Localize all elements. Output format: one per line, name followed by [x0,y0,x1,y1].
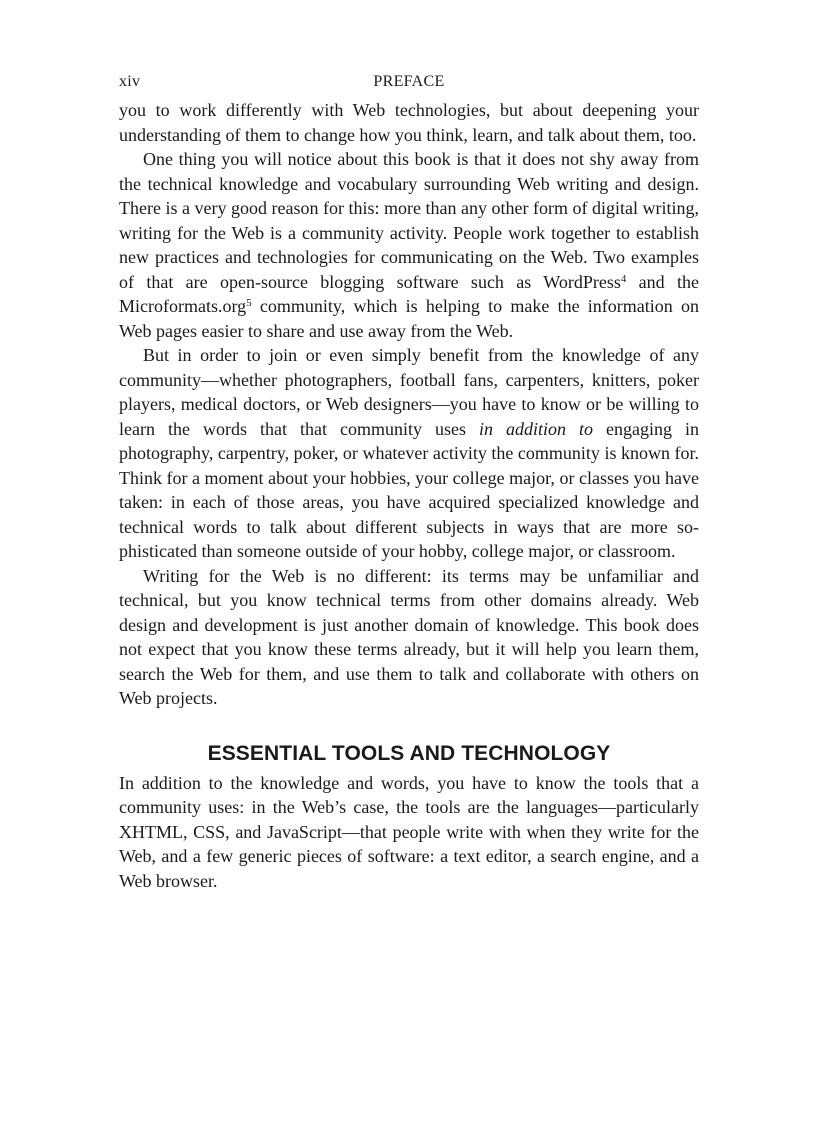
paragraph-2-text-a: One thing you will notice about this book is that it does not shy away from the technical knowledge and vocabulary surrounding Web writing and design. There is a very good reason for this: more than any other form of digital writing, writing for the Web is a community activity. People work together to establish new practices and technologies for communicating on the Web. Two examples of that are open-source blogging software such as WordPress [119,149,699,292]
paragraph-5: In addition to the knowledge and words, you have to know the tools that a community uses: in the Web’s case, the tools are the languages—particularly XHTML, CSS, and JavaScript—that people write with when they write for the Web, and a few generic pieces of software: a text editor, a search engine, and a Web browser. [119,772,699,891]
page-number: xiv [119,73,141,90]
footnote-ref-5: 5 [246,297,252,309]
paragraph-2 [119,147,699,343]
paragraph-3 [119,343,699,564]
running-title: PREFACE [373,73,445,90]
paragraph-2-text-b: and the Microformats.org [119,271,699,316]
paragraph-3-text-a: But in order to join or even simply benefit from the knowledge of any community—whether photographers, football fans, carpenters, knitters, poker players, medical doctors, or Web designers—you have to know or be willing to learn the words that that community uses [119,345,699,439]
paragraph-3-text-b: engaging in photography, carpentry, poker, or whatever activity the community is known for. Think for a moment about your hobbies, your college major, or classes you have taken: in each of those areas, you have acquired specialized knowledge and technical words to talk about different subjects in ways that are more sophisticated than someone outside of your hobby, college major, or classroom. [119,418,700,561]
paragraph-1: you to work differently with Web technologies, but about deepening your understanding of them to change how you think, learn, and talk about them, too. [119,100,699,145]
section-heading: ESSENTIAL TOOLS AND TECHNOLOGY [207,741,611,765]
paragraph-2-text-c: community, which is helping to make the information on Web pages easier to share and use away from the Web. [119,296,699,341]
footnote-ref-4: 4 [620,272,627,285]
book-page [119,70,699,893]
paragraph-3-italic: in addition to [478,418,594,439]
running-head [119,70,699,98]
paragraph-4: Writing for the Web is no different: its terms may be unfamiliar and technical, but you know technical terms from other domains already. Web design and development is just another domain of knowledge. This book does not expect that you know these terms already, but it will help you learn them, search the Web for them, and use them to talk and collaborate with others on Web projects. [119,565,699,708]
